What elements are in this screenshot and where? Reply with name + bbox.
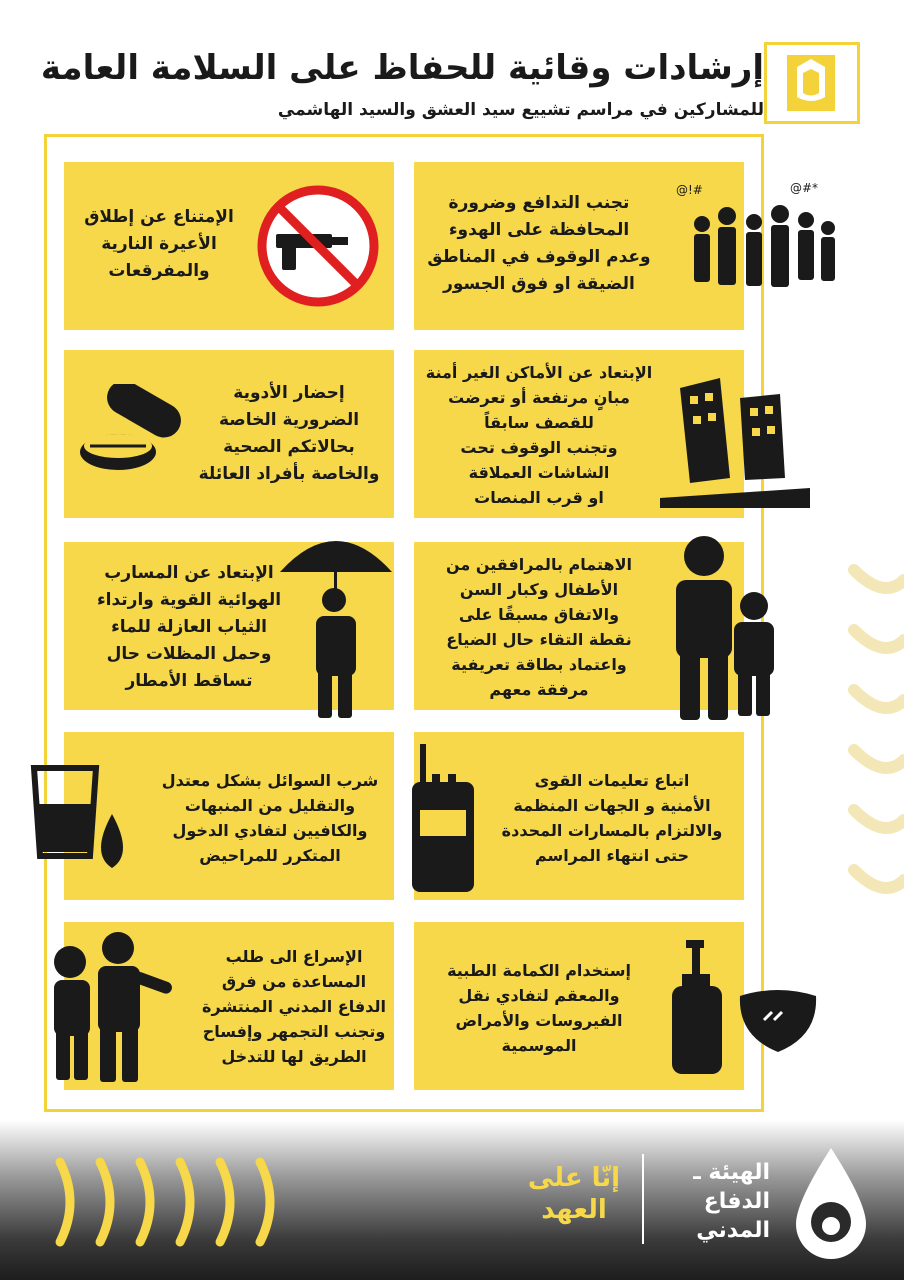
logo-frame (764, 42, 860, 124)
adult-child-icon (660, 532, 780, 722)
card-text: الاهتمام بالمرافقين من الأطفال وكبار السن والاتفاق مسبقًا على نقطة التقاء حال الضياع واعتماد بطاقة تعريفية مرفقة معهم (445, 555, 633, 699)
page-title: إرشادات وقائية للحفاظ على السلامة العامة (40, 48, 764, 88)
sanitizer-mask-icon (668, 936, 828, 1076)
radio-icon (408, 744, 478, 894)
civil-defense-logo-icon (767, 45, 857, 121)
card-text: الإمتناع عن إطلاق الأعيرة النارية والمفرقعات (84, 207, 234, 281)
no-gun-icon (254, 182, 382, 310)
umbrella-icon (276, 520, 396, 720)
card-text: إستخدام الكمامة الطبية والمعقم لتفادي نقل الفيروسات والأمراض الموسمية (447, 961, 631, 1055)
card-text: الإبتعاد عن المسارب الهوائية القوية وارتداء الثياب العازلة للماء وحمل المظلات حال تساقط الأمطار (96, 563, 282, 691)
footer-divider (642, 1154, 644, 1244)
footer-band (0, 1120, 904, 1280)
org-name: الهيئة ـ الدفاع المدني (693, 1160, 770, 1243)
drop-logo-icon (776, 1142, 886, 1262)
collapsed-building-icon (660, 368, 810, 508)
card-text: شرب السوائل بشكل معتدل والتقليل من المنبهات والكافيين لتفادي الدخول المتكرر للمراحيض (161, 771, 379, 865)
card-text: اتباع تعليمات القوى الأمنية و الجهات المنظمة والالتزام بالمسارات المحددة حتى انتهاء المراسم (501, 771, 723, 865)
card-text: الإبتعاد عن الأماكن الغير أمنة مبانٍ مرتفعة أو تعرضت للقصف سابقاً وتجنب الوقوف تحت الشاشات العملاقة او قرب المنصات (425, 363, 653, 507)
svg-text:@#*: @#* (790, 181, 819, 195)
pills-icon (76, 384, 196, 484)
svg-text:@!#: @!# (676, 183, 703, 197)
crowd-icon (672, 176, 842, 306)
slogan: إنّا على العهد (527, 1163, 621, 1225)
chevron-pattern-icon (40, 1152, 300, 1252)
card-text: الإسراع الى طلب المساعدة من فرق الدفاع المدني المنتشرة وتجنب التجمهر وإفساح الطريق لها للتدخل (202, 947, 386, 1066)
water-glass-icon (30, 764, 140, 894)
card-text: تجنب التدافع وضرورة المحافظة على الهدوء وعدم الوقوف في المناطق الضيقة او فوق الجسور (427, 193, 651, 294)
page-subtitle: للمشاركين في مراسم تشييع سيد العشق والسيد الهاشمي (277, 100, 764, 120)
helping-person-icon (34, 926, 184, 1086)
card-text: إحضار الأدوية الضرورية الخاصة بحالاتكم الصحية والخاصة بأفراد العائلة (198, 383, 380, 484)
decorative-waves-icon (844, 560, 904, 940)
